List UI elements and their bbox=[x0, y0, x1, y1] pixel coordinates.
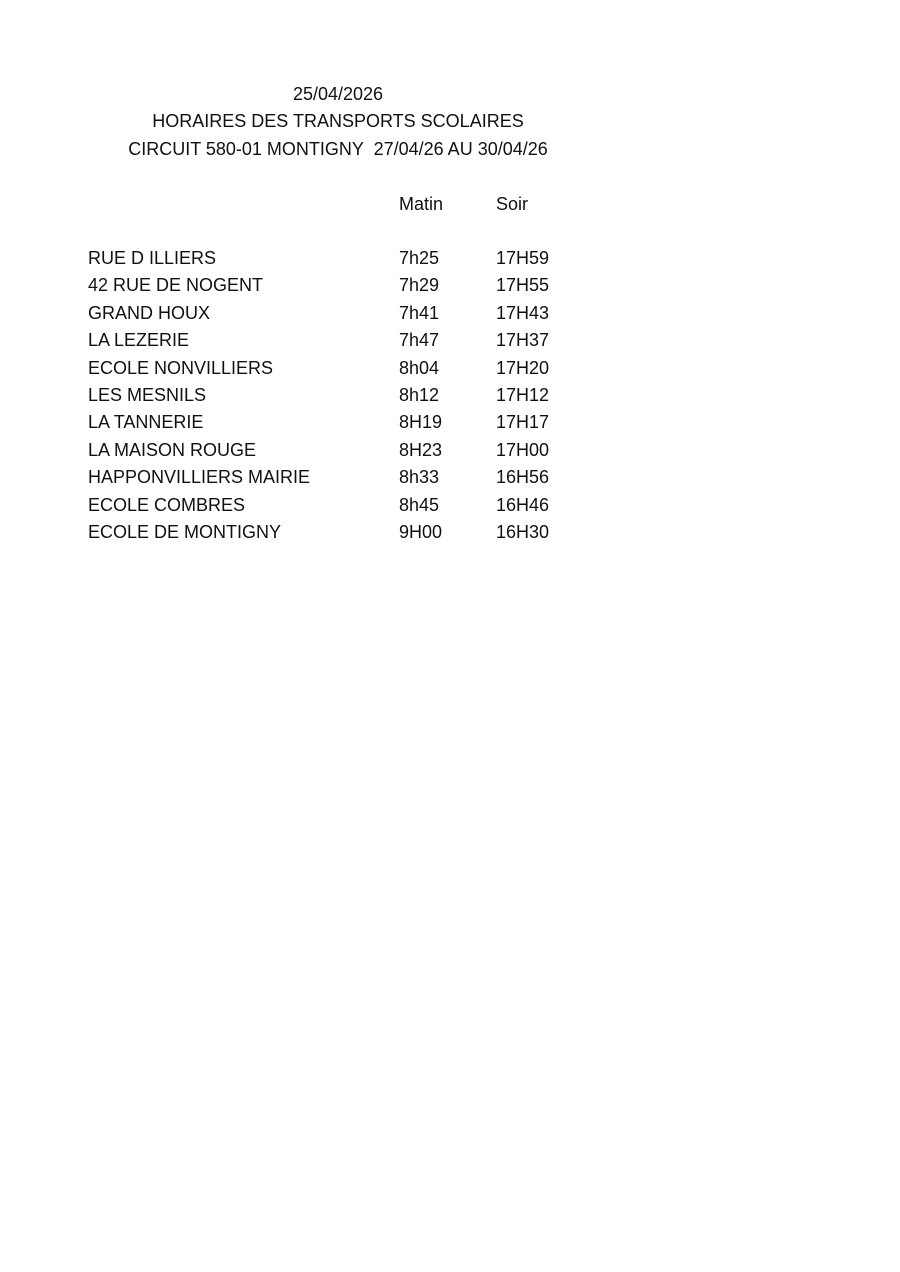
table-row bbox=[88, 384, 608, 411]
morning-time: 8h45 bbox=[399, 494, 440, 515]
morning-time: 9H00 bbox=[399, 521, 443, 542]
morning-time: 7h25 bbox=[399, 248, 440, 268]
morning-time: 7h47 bbox=[399, 330, 440, 351]
evening-time: 17H43 bbox=[496, 302, 550, 323]
evening-time: 16H30 bbox=[496, 521, 550, 542]
circuit-info: CIRCUIT 580-01 MONTIGNY 27/04/26 AU 30/04/26 bbox=[128, 139, 548, 159]
table-row bbox=[88, 521, 608, 548]
morning-time: 7h29 bbox=[399, 275, 440, 296]
table-row bbox=[88, 439, 608, 466]
stop-name: RUE D ILLIERS bbox=[88, 248, 217, 268]
stop-name: GRAND HOUX bbox=[88, 302, 211, 323]
morning-time: 8h04 bbox=[399, 357, 440, 378]
stop-name: LA MAISON ROUGE bbox=[88, 439, 257, 460]
morning-time: 8H19 bbox=[399, 412, 443, 433]
stop-name: LA LEZERIE bbox=[88, 330, 190, 351]
stop-name: ECOLE DE MONTIGNY bbox=[88, 521, 282, 542]
schedule-table bbox=[88, 247, 608, 548]
column-header-morning: Matin bbox=[399, 194, 444, 214]
morning-time: 8H23 bbox=[399, 439, 443, 460]
document-date: 25/04/2026 bbox=[292, 84, 384, 104]
table-row bbox=[88, 302, 608, 329]
stop-name: ECOLE NONVILLIERS bbox=[88, 357, 274, 378]
document-title: HORAIRES DES TRANSPORTS SCOLAIRES bbox=[152, 111, 524, 131]
morning-time: 8h12 bbox=[399, 384, 440, 405]
morning-time: 7h41 bbox=[399, 302, 440, 323]
morning-time: 8h33 bbox=[399, 467, 440, 488]
stop-name: 42 RUE DE NOGENT bbox=[88, 275, 264, 296]
evening-time: 17H17 bbox=[496, 412, 550, 433]
table-row bbox=[88, 466, 608, 493]
evening-time: 17H12 bbox=[496, 384, 550, 405]
evening-time: 16H46 bbox=[496, 494, 550, 515]
stop-name: LES MESNILS bbox=[88, 384, 207, 405]
table-row bbox=[88, 274, 608, 301]
evening-time: 17H00 bbox=[496, 439, 550, 460]
stop-name: HAPPONVILLIERS MAIRIE bbox=[88, 467, 311, 488]
evening-time: 17H20 bbox=[496, 357, 550, 378]
column-header-evening: Soir bbox=[496, 194, 529, 214]
table-row bbox=[88, 329, 608, 356]
evening-time: 17H37 bbox=[496, 330, 550, 351]
evening-time: 17H59 bbox=[496, 248, 550, 268]
table-row bbox=[88, 247, 608, 274]
stop-name: ECOLE COMBRES bbox=[88, 494, 246, 515]
stop-name: LA TANNERIE bbox=[88, 412, 204, 433]
table-row bbox=[88, 357, 608, 384]
evening-time: 16H56 bbox=[496, 467, 550, 488]
table-row bbox=[88, 494, 608, 521]
table-row bbox=[88, 411, 608, 438]
evening-time: 17H55 bbox=[496, 275, 550, 296]
